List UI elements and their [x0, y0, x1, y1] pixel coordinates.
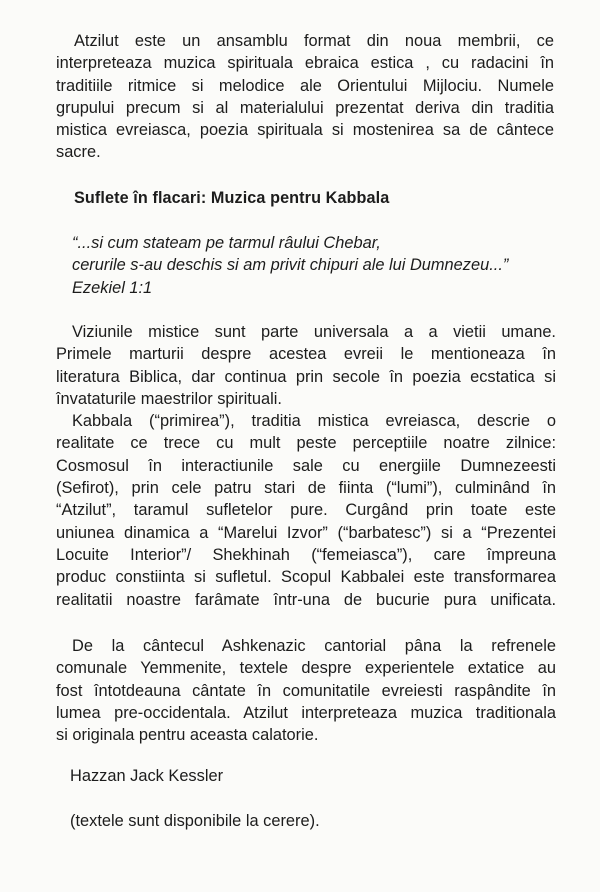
- signature: Hazzan Jack Kessler: [70, 767, 224, 785]
- kabbala-paragraph: [56, 321, 556, 611]
- paragraph-line: Cosmosul în interactiunile sale cu energiile Dumnezeesti: [56, 456, 556, 475]
- intro-line: grupului precum si al materialului prezentat deriva din traditia: [56, 98, 554, 117]
- music-paragraph: [56, 635, 556, 746]
- paragraph-line: Primele marturii despre acestea evreii le mentioneaza în: [56, 345, 556, 364]
- intro-line: Atzilut este un ansamblu format din noua membrii, ce: [74, 32, 554, 50]
- intro-line: sacre.: [56, 143, 101, 162]
- paragraph-line: comunale Yemmenite, textele despre experientele extatice au: [56, 659, 556, 678]
- intro-paragraph: [56, 30, 554, 164]
- paragraph-line: fost întotdeauna cântate în comunitatile evreiesti raspândite în: [56, 681, 556, 700]
- quote-reference: Ezekiel 1:1: [72, 278, 153, 297]
- paragraph-line: De la cântecul Ashkenazic cantorial pâna la refrenele: [72, 637, 556, 655]
- paragraph-line: realitatii noastre farâmate într-una de bucurie pura unificata.: [56, 590, 556, 609]
- paragraph-line: Viziunile mistice sunt parte universala a a vietii umane.: [72, 323, 556, 341]
- intro-line: mistica evreiasca, poezia spirituala si mostenirea sa de cântece: [56, 121, 554, 140]
- paragraph-line: Kabbala (“primirea”), traditia mistica evreiasca, descrie o: [72, 412, 556, 431]
- paragraph-line: învataturile maestrilor spirituali.: [56, 389, 282, 408]
- quote-line: “...si cum stateam pe tarmul râului Chebar,: [72, 234, 381, 252]
- paragraph-line: lumea pre-occidentala. Atzilut interpreteaza muzica traditionala: [56, 703, 556, 722]
- quote-line: cerurile s-au deschis si am privit chipuri ale lui Dumnezeu...”: [72, 256, 509, 275]
- paragraph-line: Locuite Interior”/ Shekhinah (“femeiasca”), care împreuna: [56, 545, 556, 564]
- availability-note: (textele sunt disponibile la cerere).: [70, 812, 320, 830]
- intro-line: traditiile ritmice si melodice ale Orientului Mijlociu. Numele: [56, 76, 554, 95]
- paragraph-line: realitate ce trece cu mult peste perceptiile noatre zilnice:: [56, 434, 556, 453]
- epigraph-quote: [72, 232, 572, 299]
- paragraph-line: (Sefirot), prin cele patru stari de fiinta (“lumi”), culminând în: [56, 479, 556, 498]
- paragraph-line: literatura Biblica, dar continua prin secole în poezia ecstatica si: [56, 367, 556, 386]
- paragraph-line: si originala pentru aceasta calatorie.: [56, 726, 319, 745]
- paragraph-line: “Atzilut”, taramul sufletelor pure. Curgând prin toate este: [56, 501, 556, 520]
- paragraph-line: produc constiinta si sufletul. Scopul Kabbalei este transformarea: [56, 568, 556, 587]
- paragraph-line: uniunea dinamica a “Marelui Izvor” (“barbatesc”) si a “Prezentei: [56, 523, 556, 542]
- intro-line: interpreteaza muzica spirituala ebraica estica , cu radacini în: [56, 54, 554, 73]
- section-title: Suflete în flacari: Muzica pentru Kabbala: [74, 189, 390, 207]
